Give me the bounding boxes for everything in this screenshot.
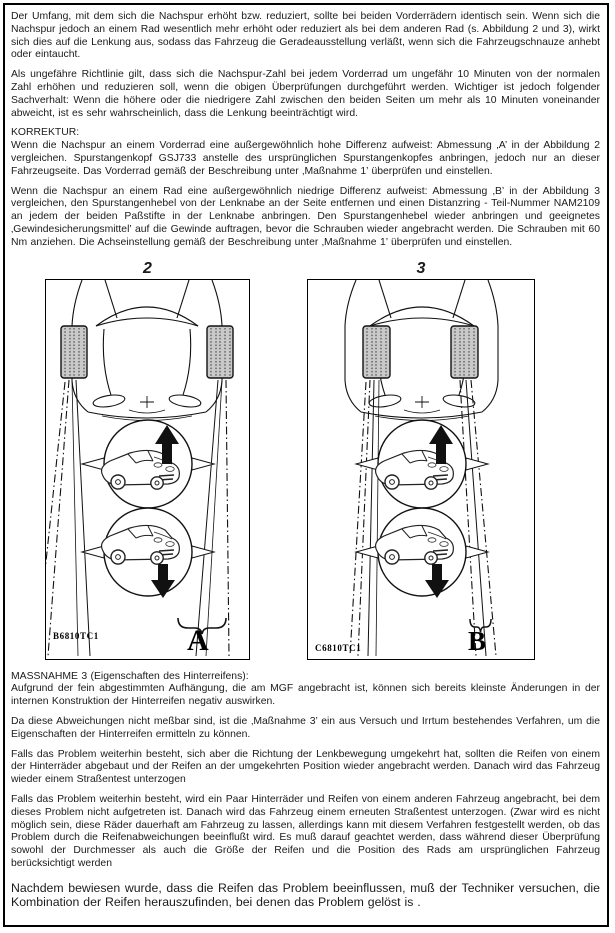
closing-paragraph: Nachdem bewiesen wurde, dass die Reifen das Problem beeinflussen, muß der Techniker versuchen, die Kombination der Reifen herauszufinden, bei denen das Problem gelöst is .: [11, 880, 600, 910]
front-tire-left: [363, 326, 390, 378]
figure-2: [45, 261, 250, 660]
figure-3-dimension-label: B: [468, 625, 487, 656]
figure-2-box: [45, 279, 250, 660]
car-top-view: [72, 280, 222, 421]
figure-2-illustration: [46, 280, 248, 656]
massnahme3-paragraph-2: Da diese Abweichungen nicht meßbar sind, ist die ‚Maßnahme 3’ ein aus Versuch und Irrtum bestehendes Verfahren, um die Eigenschaften der Hinterreifen ermitteln zu können.: [11, 715, 600, 740]
front-tire-right: [451, 326, 478, 378]
callout-circle-top: [356, 420, 488, 508]
intro-paragraph-2: Als ungefähre Richtlinie gilt, dass sich die Nachspur-Zahl bei jedem Vorderrad um ungefähr 10 Minuten von der normalen Zahl erhöhen und reduzieren soll, wenn die obigen Überprüfungen durchgeführt werden. Wichtiger ist jedoch folgender Sachverhalt: Wenn die höhere oder die niedrigere Zahl zwischen den beiden Seiten um mehr als 10 Minuten voneinander abweicht, ist es sehr wahrscheinlich, dass die Lenkung beeinträchtigt wird.: [11, 69, 600, 119]
figure-2-number: 2: [143, 259, 152, 277]
figure-3-box: [307, 279, 535, 660]
korrektur-paragraph-2: Wenn die Nachspur an einem Rad eine außergewöhnlich niedrige Differenz aufweist: Abmessung ‚B’ in der Abbildung 3 vergleichen, den Spurstangenhebel von der Lenknabe an der Seite entfernen und einen Distanzring - Teil-Nummer NAM2109 an jedem der beiden Paßstifte in der Lenknabe anbringen. Den Spurstangenhebel wieder anbringen und geeignetes ‚Gewindesicherungsmittel’ auf die Gewinde auftragen, bevor die Schrauben wieder angebracht werden. Die Schrauben mit 60 Nm anziehen. Die Achseinstellung gemäß der Beschreibung unter ‚Maßnahme 1’ überprüfen und einstellen.: [11, 185, 600, 248]
korrektur-heading: KORREKTUR:: [11, 127, 80, 139]
document-page: [3, 3, 609, 927]
figure-3: [307, 261, 535, 660]
massnahme3-heading: MASSNAHME 3 (Eigenschaften des Hinterreifens):: [11, 670, 249, 682]
figure-3-illustration: [308, 280, 533, 656]
figure-3-number: 3: [416, 259, 426, 277]
massnahme3-paragraph-1: Aufgrund der fein abgestimmten Aufhängung, die am MGF angebracht ist, können sich bereits kleinste Änderungen in der internen Konstruktion der Hinterreifen negativ auswirken.: [11, 683, 600, 708]
figures-row: [11, 261, 600, 661]
figure-2-dimension-label: A: [187, 623, 209, 657]
front-tire-left: [61, 326, 87, 378]
callout-circle-top: [82, 420, 214, 508]
figure-2-code: B6810TC1: [53, 630, 99, 641]
massnahme3-paragraph-4: Falls das Problem weiterhin besteht, wird ein Paar Hinterräder und Reifen von einem anderen Fahrzeug angebracht, bei dem dieses Problem nicht aufgetreten ist. Danach wird das Fahrzeug einem erneuten Straßentest unterzogen. (Zwar wird es nicht möglich sein, diese Räder dauerhaft am Fahrzeug zu lassen, allerdings kann mit diesem Verfahren festgestellt werden, ob das Problem durch die Reifenabweichungen beeinflußt wird. Es muß darauf geachtet werden, dass während dieser Überprüfung sowohl der Durchmesser als auch die Größe der Reifen und die Position des Rads am ursprünglichen Fahrzeug berücksichtigt werden: [11, 793, 600, 869]
front-tire-right: [207, 326, 233, 378]
massnahme3-paragraph-3: Falls das Problem weiterhin besteht, sich aber die Richtung der Lenkbewegung umgekehrt hat, sollten die Reifen von einem der Hinterräder abgebaut und der Reifen an der umgekehrten Position wieder angebracht werden. Danach wird das Fahrzeug wieder einem Straßentest unterzogen: [11, 748, 600, 786]
callout-circle-bottom: [82, 508, 214, 598]
figure-3-code: C6810TC1: [315, 642, 362, 653]
intro-paragraph-1: Der Umfang, mit dem sich die Nachspur erhöht bzw. reduziert, sollte bei beiden Vorderrädern identisch sein. Wenn sich die Nachspur jedoch an einem Rad wesentlich mehr erhöht oder reduziert als bei dem anderen Rad (s. Abbildung 2 und 3), wirkt sich dies auf die Lenkung aus, sodass das Fahrzeug die Geradeausstellung verläßt, wenn sich die Fahrzeugschnauze anhebt oder eintaucht.: [11, 11, 600, 61]
korrektur-paragraph-1: Wenn die Nachspur an einem Vorderrad eine außergewöhnlich hohe Differenz aufweist: Abmessung ‚A’ in der Abbildung 2 vergleichen. Spurstangenkopf GSJ733 anstelle des ursprünglichen Spurstangenkopfes anbringen, jedoch nur an dieser Fahrzeugseite. Das Vorderrad gemäß der Beschreibung unter ‚Maßnahme 1’ überprüfen und einstellen.: [11, 140, 600, 177]
